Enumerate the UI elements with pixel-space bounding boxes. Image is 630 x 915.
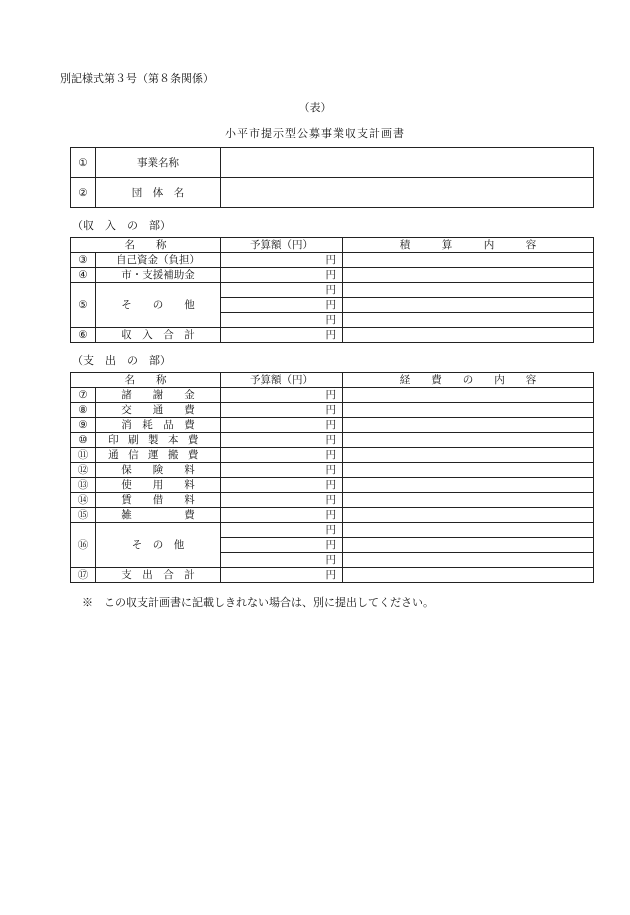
form-number: 別記様式第３号（第８条関係） (60, 72, 214, 85)
row-number: ② (71, 178, 96, 208)
table-row (71, 448, 594, 463)
amount-cell[interactable]: 円 (221, 508, 343, 523)
row-number: ⑮ (71, 508, 96, 523)
table-row (71, 268, 594, 283)
row-number: ① (71, 148, 96, 178)
header-amount: 予算額（円） (221, 373, 343, 388)
row-name: 収 入 合 計 (96, 328, 221, 343)
row-name: 通信運搬費 (96, 448, 221, 463)
row-name: 交 通 費 (96, 403, 221, 418)
table-row (71, 478, 594, 493)
amount-cell[interactable]: 円 (221, 298, 343, 313)
table-row (71, 328, 594, 343)
expense-table (70, 372, 594, 583)
row-number: ⑫ (71, 463, 96, 478)
row-number: ⑰ (71, 568, 96, 583)
detail-cell[interactable] (343, 418, 594, 433)
row-number: ⑦ (71, 388, 96, 403)
info-table (70, 147, 594, 208)
info-row-project-name (71, 148, 594, 178)
amount-cell[interactable]: 円 (221, 403, 343, 418)
row-name: そ の 他 (96, 283, 221, 328)
row-number: ⑥ (71, 328, 96, 343)
amount-cell[interactable]: 円 (221, 568, 343, 583)
row-number: ⑬ (71, 478, 96, 493)
amount-cell[interactable]: 円 (221, 253, 343, 268)
row-name: 保 険 料 (96, 463, 221, 478)
row-number: ④ (71, 268, 96, 283)
row-number: ⑧ (71, 403, 96, 418)
amount-cell[interactable]: 円 (221, 448, 343, 463)
detail-cell[interactable] (343, 463, 594, 478)
amount-cell[interactable]: 円 (221, 328, 343, 343)
amount-cell[interactable]: 円 (221, 478, 343, 493)
detail-cell[interactable] (343, 313, 594, 328)
row-number: ⑨ (71, 418, 96, 433)
row-number: ⑤ (71, 283, 96, 328)
row-name: 雑 費 (96, 508, 221, 523)
table-header-row (71, 238, 594, 253)
amount-cell[interactable]: 円 (221, 388, 343, 403)
amount-cell[interactable]: 円 (221, 538, 343, 553)
side-label: （表） (298, 101, 332, 114)
amount-cell[interactable]: 円 (221, 463, 343, 478)
row-name: 賃 借 料 (96, 493, 221, 508)
organization-name-field[interactable] (221, 178, 594, 208)
row-name: 消 耗 品 費 (96, 418, 221, 433)
header-detail: 経 費 の 内 容 (343, 373, 594, 388)
table-row (71, 283, 594, 298)
detail-cell[interactable] (343, 298, 594, 313)
amount-cell[interactable]: 円 (221, 313, 343, 328)
row-name: 印刷製本費 (96, 433, 221, 448)
footnote: ※ この収支計画書に記載しきれない場合は、別に提出してください。 (82, 596, 434, 609)
detail-cell[interactable] (343, 478, 594, 493)
organization-name-label: 団 体 名 (96, 178, 221, 208)
table-row (71, 433, 594, 448)
detail-cell[interactable] (343, 328, 594, 343)
detail-cell[interactable] (343, 553, 594, 568)
amount-cell[interactable]: 円 (221, 523, 343, 538)
detail-cell[interactable] (343, 433, 594, 448)
amount-cell[interactable]: 円 (221, 433, 343, 448)
detail-cell[interactable] (343, 388, 594, 403)
detail-cell[interactable] (343, 403, 594, 418)
row-name: そ の 他 (96, 523, 221, 568)
header-name: 名 称 (71, 238, 221, 253)
detail-cell[interactable] (343, 268, 594, 283)
expense-section-label: （支 出 の 部） (72, 354, 171, 367)
income-table (70, 237, 594, 343)
header-name: 名 称 (71, 373, 221, 388)
table-row (71, 523, 594, 538)
detail-cell[interactable] (343, 283, 594, 298)
income-section-label: （収 入 の 部） (72, 219, 171, 232)
row-number: ⑪ (71, 448, 96, 463)
table-row (71, 568, 594, 583)
row-number: ⑯ (71, 523, 96, 568)
info-row-organization (71, 178, 594, 208)
detail-cell[interactable] (343, 523, 594, 538)
detail-cell[interactable] (343, 448, 594, 463)
amount-cell[interactable]: 円 (221, 493, 343, 508)
row-name: 自己資金（負担） (96, 253, 221, 268)
row-number: ⑭ (71, 493, 96, 508)
row-name: 使 用 料 (96, 478, 221, 493)
detail-cell[interactable] (343, 508, 594, 523)
detail-cell[interactable] (343, 253, 594, 268)
amount-cell[interactable]: 円 (221, 283, 343, 298)
detail-cell[interactable] (343, 493, 594, 508)
table-header-row (71, 373, 594, 388)
project-name-field[interactable] (221, 148, 594, 178)
amount-cell[interactable]: 円 (221, 553, 343, 568)
table-row (71, 508, 594, 523)
detail-cell[interactable] (343, 538, 594, 553)
table-row (71, 463, 594, 478)
table-row (71, 418, 594, 433)
table-row (71, 388, 594, 403)
row-name: 市・支援補助金 (96, 268, 221, 283)
row-number: ⑩ (71, 433, 96, 448)
header-detail: 積 算 内 容 (343, 238, 594, 253)
project-name-label: 事業名称 (96, 148, 221, 178)
table-row (71, 493, 594, 508)
detail-cell[interactable] (343, 568, 594, 583)
row-name: 諸 謝 金 (96, 388, 221, 403)
table-row (71, 403, 594, 418)
amount-cell[interactable]: 円 (221, 418, 343, 433)
row-name: 支 出 合 計 (96, 568, 221, 583)
amount-cell[interactable]: 円 (221, 268, 343, 283)
document-title: 小平市提示型公募事業収支計画書 (225, 127, 405, 140)
row-number: ③ (71, 253, 96, 268)
header-amount: 予算額（円） (221, 238, 343, 253)
table-row (71, 253, 594, 268)
